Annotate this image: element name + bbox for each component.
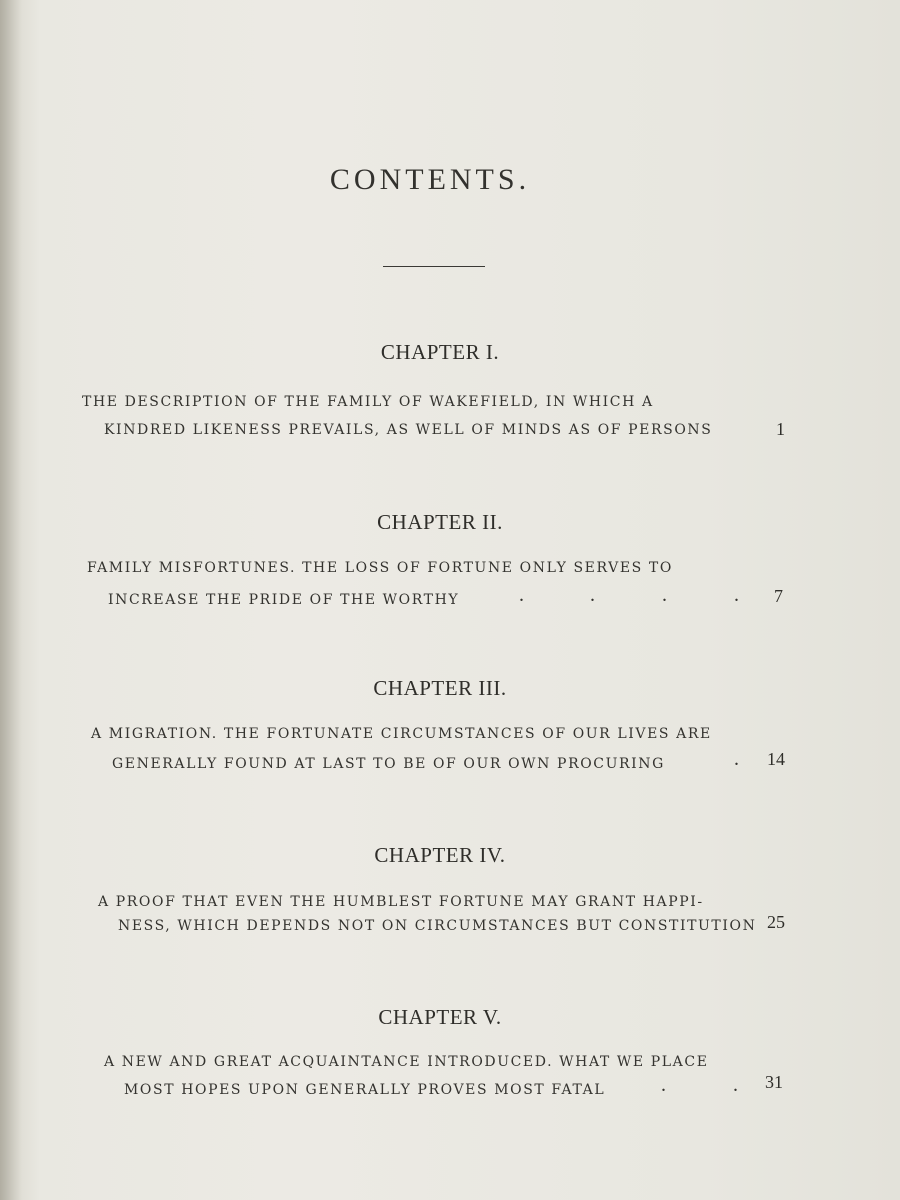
chapter-5-line-2: MOST HOPES UPON GENERALLY PROVES MOST FATAL [124,1082,606,1098]
chapter-3-page: 14 [767,749,785,769]
leader-dot: . [734,584,739,606]
chapter-2-line-1: FAMILY MISFORTUNES. THE LOSS OF FORTUNE ONLY SERVES TO [87,560,673,576]
chapter-4-page: 25 [767,912,785,932]
chapter-5-page: 31 [765,1072,783,1092]
leader-dot: . [662,584,667,606]
chapter-3-line-2: GENERALLY FOUND AT LAST TO BE OF OUR OWN PROCURING [112,756,665,772]
chapter-1-line-2: KINDRED LIKENESS PREVAILS, AS WELL OF MINDS AS OF PERSONS [104,422,713,438]
chapter-5-title: CHAPTER V. [378,1005,502,1029]
leader-dot: . [519,584,524,606]
chapter-2-line-2: INCREASE THE PRIDE OF THE WORTHY [108,592,460,608]
leader-dot: . [734,748,739,770]
chapter-1-title: CHAPTER I. [380,340,500,364]
chapter-3-line-1: A MIGRATION. THE FORTUNATE CIRCUMSTANCES OF OUR LIVES ARE [91,726,712,742]
leader-dot: . [733,1074,738,1096]
chapter-2-page: 7 [774,586,783,606]
chapter-4-title: CHAPTER IV. [374,843,506,867]
chapter-2-title: CHAPTER II. [377,510,503,534]
chapter-1-page: 1 [776,419,785,439]
leader-dot: . [661,1074,666,1096]
chapter-3-title: CHAPTER III. [373,676,507,700]
chapter-5-line-1: A NEW AND GREAT ACQUAINTANCE INTRODUCED. WHAT WE PLACE [104,1054,709,1070]
page-title: CONTENTS. [329,163,531,196]
chapter-4-line-2: NESS, WHICH DEPENDS NOT ON CIRCUMSTANCES BUT CONSTITUTION [118,918,757,934]
leader-dot: . [590,584,595,606]
chapter-1-line-1: THE DESCRIPTION OF THE FAMILY OF WAKEFIELD, IN WHICH A [82,394,654,410]
chapter-4-line-1: A PROOF THAT EVEN THE HUMBLEST FORTUNE MAY GRANT HAPPI- [98,894,704,910]
title-rule [383,266,485,267]
